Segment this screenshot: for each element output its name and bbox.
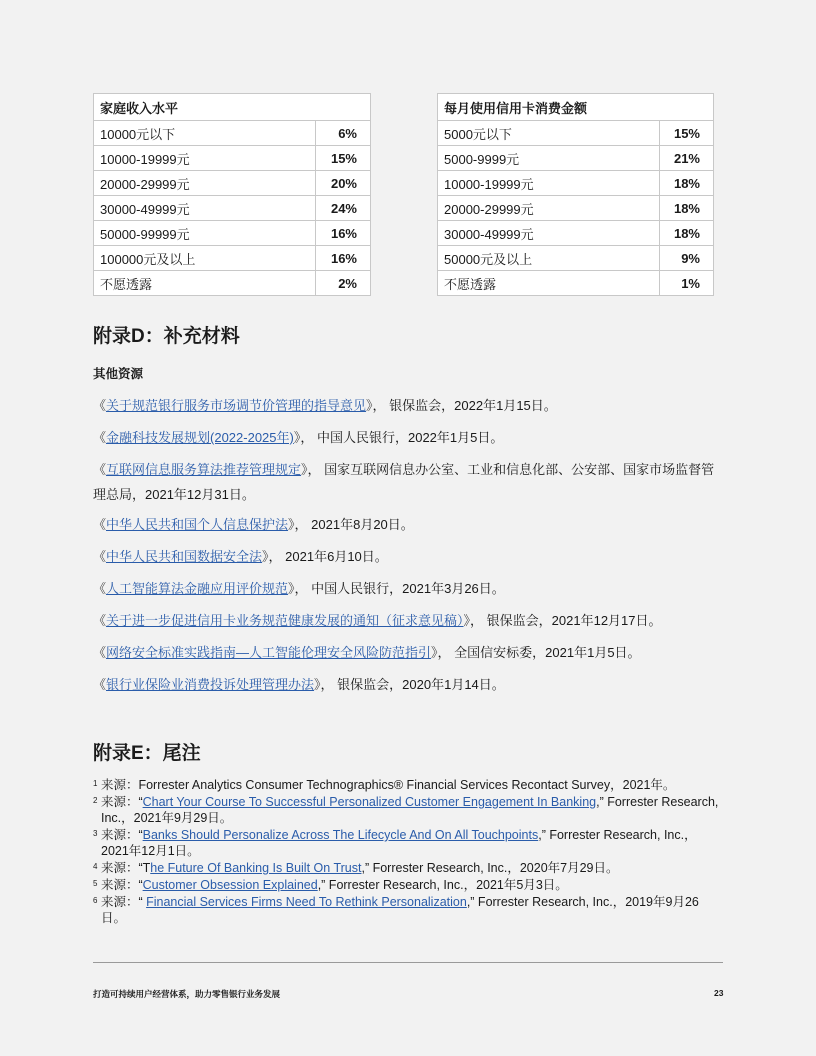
table-cell-value: 18% xyxy=(660,221,714,246)
table-row xyxy=(438,196,714,221)
endnote-text: ,” Forrester Research, Inc.，2020年7月29日。 xyxy=(361,861,619,875)
resource-link[interactable]: 关于规范银行服务市场调节价管理的指导意见 xyxy=(106,398,367,413)
resource-link[interactable]: 中华人民共和国数据安全法 xyxy=(106,549,263,564)
resource-link[interactable]: 互联网信息服务算法推荐管理规定 xyxy=(106,462,302,477)
table-row xyxy=(94,196,371,221)
resource-source: 银保监会，2022年1月15日。 xyxy=(389,398,557,413)
endnote-text: 来源：“T xyxy=(100,861,151,875)
table-cell-value: 16% xyxy=(316,246,371,271)
resource-source: 国家互联网信息办公室、工业和信息化部、公安部、国家市场监督管理总局，2021年12月31日。 xyxy=(93,462,715,502)
endnote-text: ,” Forrester Research, Inc.，2021年9月29日。 xyxy=(101,795,719,825)
endnote-link[interactable]: he Future Of Banking Is Built On Trust xyxy=(150,861,362,875)
table-cell-value: 2% xyxy=(316,271,371,296)
bracket: 》， xyxy=(288,581,308,596)
table-cell-label: 20000-29999元 xyxy=(438,196,660,221)
endnote-number: 6 xyxy=(93,896,98,905)
table-cell-value: 18% xyxy=(660,171,714,196)
bracket: 《 xyxy=(93,645,107,660)
table-cell-label: 5000元以下 xyxy=(438,121,660,146)
endnote-link[interactable]: Banks Should Personalize Across The Lifecycle And On All Touchpoints xyxy=(142,828,539,842)
table-header: 每月使用信用卡消费金额 xyxy=(438,94,714,121)
endnotes xyxy=(93,776,723,926)
bracket: 》， xyxy=(288,517,308,532)
table-row xyxy=(438,246,714,271)
endnote-text: ,” Forrester Research, Inc.，2019年9月26日。 xyxy=(101,895,699,925)
endnote-number: 1 xyxy=(93,779,98,788)
bracket: 《 xyxy=(93,430,107,445)
table-cell-label: 50000元及以上 xyxy=(438,246,660,271)
other-resources-heading: 其他资源 xyxy=(93,367,144,381)
table-row xyxy=(94,221,371,246)
resource-link[interactable]: 银行业保险业消费投诉处理管理办法 xyxy=(106,677,315,692)
endnote-text: 来源：“ xyxy=(100,795,143,809)
table-cell-value: 1% xyxy=(660,271,714,296)
endnote xyxy=(93,776,723,793)
endnote-number: 5 xyxy=(93,879,98,888)
bracket: 《 xyxy=(93,677,107,692)
resource-source: 银保监会，2020年1月14日。 xyxy=(337,677,505,692)
endnote-text: 来源：“ xyxy=(100,878,143,892)
table-cell-label: 30000-49999元 xyxy=(438,221,660,246)
bracket: 《 xyxy=(93,517,107,532)
resource-source: 2021年6月10日。 xyxy=(285,549,388,564)
endnote-link[interactable]: Chart Your Course To Successful Personalized Customer Engagement In Banking xyxy=(142,795,597,809)
table-cell-label: 10000-19999元 xyxy=(94,146,316,171)
endnote-text: 来源：“ xyxy=(100,895,147,909)
endnote-text: ,” Forrester Research, Inc.，2021年12月1日。 xyxy=(101,828,697,858)
resource-item xyxy=(93,672,723,697)
resource-source: 银保监会，2021年12月17日。 xyxy=(486,613,662,628)
bracket: 》， xyxy=(366,398,386,413)
endnote xyxy=(93,793,723,826)
endnote xyxy=(93,876,723,893)
table-cell-value: 24% xyxy=(316,196,371,221)
table-cell-label: 5000-9999元 xyxy=(438,146,660,171)
endnote-number: 3 xyxy=(93,829,98,838)
bracket: 》， xyxy=(463,613,484,628)
table-cell-value: 21% xyxy=(660,146,714,171)
resource-link[interactable]: 人工智能算法金融应用评价规范 xyxy=(106,581,289,596)
resource-link[interactable]: 金融科技发展规划(2022-2025年) xyxy=(106,430,294,445)
table-row xyxy=(438,221,714,246)
resource-source: 中国人民银行，2022年1月5日。 xyxy=(316,430,504,445)
resource-item xyxy=(93,576,723,601)
appendix-d-title: 附录D：补充材料 xyxy=(93,326,240,347)
bracket: 《 xyxy=(93,581,107,596)
page-number: 23 xyxy=(714,988,724,998)
resource-item xyxy=(93,425,723,450)
bracket: 《 xyxy=(93,549,107,564)
endnote-number: 4 xyxy=(93,862,98,871)
bracket: 《 xyxy=(93,462,107,477)
resource-item xyxy=(93,640,723,665)
table-row xyxy=(94,246,371,271)
resource-item xyxy=(93,457,723,507)
bracket: 》， xyxy=(301,462,321,477)
table-row xyxy=(94,146,371,171)
table-row xyxy=(438,171,714,196)
table-row xyxy=(94,171,371,196)
table-cell-value: 18% xyxy=(660,196,714,221)
table-row xyxy=(94,271,371,296)
table-cell-value: 15% xyxy=(316,146,371,171)
table-cell-value: 15% xyxy=(660,121,714,146)
endnote-link[interactable]: Financial Services Firms Need To Rethink Personalization xyxy=(146,895,467,909)
table-cell-label: 10000元以下 xyxy=(94,121,316,146)
appendix-e-title: 附录E：尾注 xyxy=(93,743,201,764)
table-cell-label: 不愿透露 xyxy=(94,271,316,296)
endnote-number: 2 xyxy=(93,796,98,805)
table-cell-value: 16% xyxy=(316,221,371,246)
table-cell-label: 100000元及以上 xyxy=(94,246,316,271)
table-cell-label: 10000-19999元 xyxy=(438,171,660,196)
table-cell-value: 20% xyxy=(316,171,371,196)
monthly-card-spend-table xyxy=(437,93,714,296)
bracket: 《 xyxy=(93,613,107,628)
table-cell-value: 6% xyxy=(316,121,371,146)
bracket: 》， xyxy=(293,430,314,445)
resource-source: 2021年8月20日。 xyxy=(311,517,414,532)
endnote xyxy=(93,859,723,876)
resource-item xyxy=(93,512,723,537)
table-header: 家庭收入水平 xyxy=(94,94,371,121)
resource-link[interactable]: 中华人民共和国个人信息保护法 xyxy=(106,517,289,532)
table-cell-label: 不愿透露 xyxy=(438,271,660,296)
table-cell-label: 50000-99999元 xyxy=(94,221,316,246)
bracket: 》， xyxy=(262,549,282,564)
resource-item xyxy=(93,608,723,633)
resource-source: 全国信安标委，2021年1月5日。 xyxy=(454,645,641,660)
endnote xyxy=(93,893,723,926)
table-cell-value: 9% xyxy=(660,246,714,271)
table-cell-label: 30000-49999元 xyxy=(94,196,316,221)
table-row xyxy=(438,271,714,296)
endnote-text: 来源：Forrester Analytics Consumer Technographics® Financial Services Recontact Survey，2021年。 xyxy=(100,778,676,792)
table-cell-label: 20000-29999元 xyxy=(94,171,316,196)
endnote-link[interactable]: Customer Obsession Explained xyxy=(142,878,318,892)
table-row xyxy=(438,121,714,146)
resource-item xyxy=(93,544,723,569)
footer-divider xyxy=(93,962,723,963)
footer-title: 打造可持续用户经营体系，助力零售银行业务发展 xyxy=(93,989,281,999)
table-row xyxy=(438,146,714,171)
table-row xyxy=(94,121,371,146)
endnote-text: 来源：“ xyxy=(100,828,143,842)
bracket: 》， xyxy=(314,677,334,692)
resource-item xyxy=(93,393,723,418)
bracket: 》， xyxy=(431,645,451,660)
resource-link[interactable]: 网络安全标准实践指南—人工智能伦理安全风险防范指引 xyxy=(106,645,432,660)
endnote xyxy=(93,826,723,859)
household-income-table xyxy=(93,93,371,296)
resource-link[interactable]: 关于进一步促进信用卡业务规范健康发展的通知（征求意见稿） xyxy=(106,613,464,628)
bracket: 《 xyxy=(93,398,107,413)
endnote-text: ,” Forrester Research, Inc.，2021年5月3日。 xyxy=(317,878,568,892)
resource-source: 中国人民银行，2021年3月26日。 xyxy=(311,581,505,596)
